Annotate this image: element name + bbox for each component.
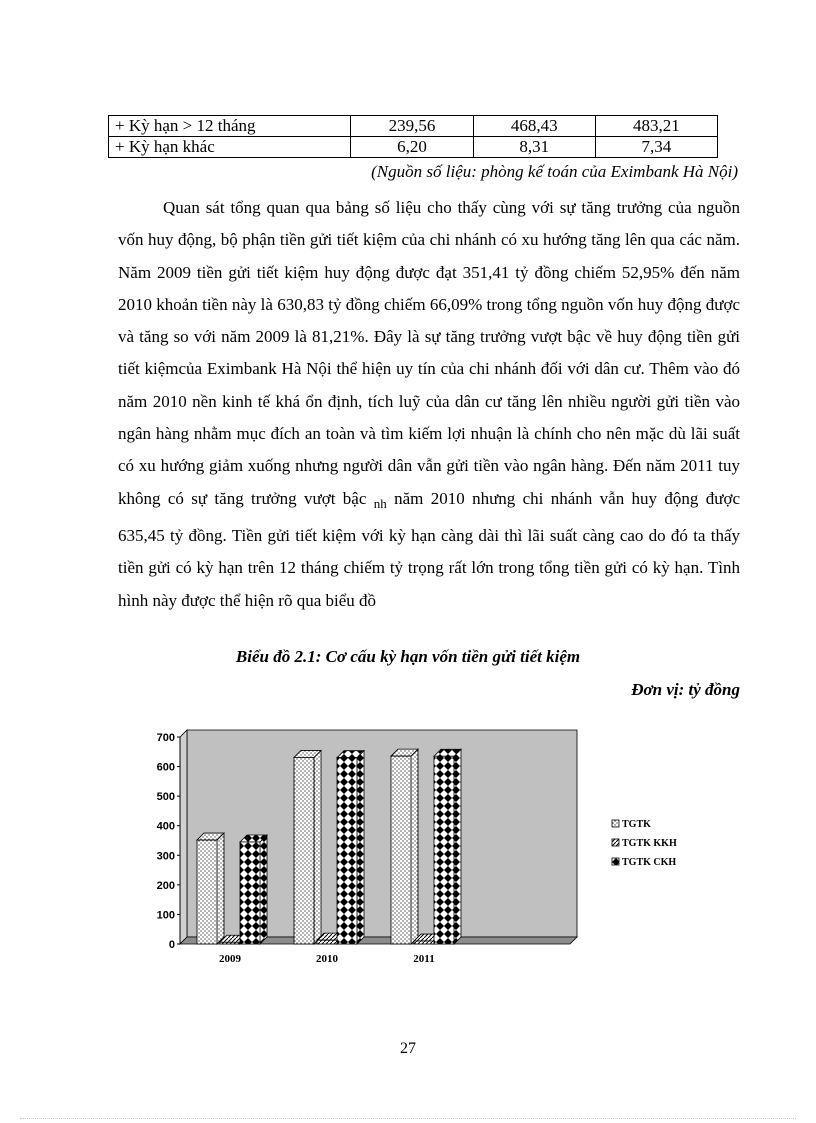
- y-tick-label: 100: [156, 909, 175, 922]
- source-note: (Nguồn số liệu: phòng kế toán của Eximbank Hà Nội): [371, 162, 738, 181]
- paragraph-part-2: năm 2010 nhưng chi nhánh vẫn huy động được 635,45 tỷ đồng. Tiền gửi tiết kiệm với kỳ hạn càng dài thì lãi suất càng cao do đó ta thấy tiền gửi có kỳ hạn trên 12 tháng chiếm tỷ trọng rất lớn trong tổng tiền gửi có kỳ hạn. Tình hình này được thể hiện rõ qua biểu đồ: [118, 488, 741, 610]
- table-cell: 7,34: [595, 137, 717, 158]
- page-bottom-rule: [20, 1118, 796, 1119]
- legend-swatch: [612, 858, 619, 865]
- paragraph-subscript: nh: [373, 495, 387, 511]
- legend-swatch: [612, 820, 619, 827]
- chart-side-wall: [180, 730, 187, 944]
- paragraph-part-1: Quan sát tổng quan qua bảng số liệu cho thấy cùng với sự tăng trưởng của nguồn vốn huy động, bộ phận tiền gửi tiết kiệm của chi nhánh có xu hướng tăng lên qua các năm. Năm 2009 tiền gửi tiết kiệm huy động được đạt 351,41 tỷ đồng chiếm 52,95% đến năm 2010 khoản tiền này là 630,83 tỷ đồng chiếm 66,09% trong tổng nguồn vốn huy động được và tăng so với năm 2009 là 81,21%. Đây là sự tăng trưởng vượt bậc về huy động tiền gửi tiết kiệmcủa Eximbank Hà Nội thể hiện uy tín của chi nhánh đối với dân cư. Thêm vào đó năm 2010 nền kinh tế khá ổn định, tích luỹ của dân cư tăng lên nhiều người gửi tiền vào ngân hàng nhằm mục đích an toàn và tìm kiếm lợi nhuận là chính cho nên mặc dù lãi suất có xu hướng giảm xuống nhưng người dân vẫn gửi tiền vào ngân hàng. Đến năm 2011 tuy không có sự tăng trưởng vượt bậc: [118, 198, 740, 508]
- legend-label: TGTK: [622, 819, 651, 830]
- legend-label: TGTK KKH: [622, 838, 677, 849]
- x-tick-label: 2010: [316, 953, 338, 965]
- table-cell: 8,31: [473, 137, 595, 158]
- deposit-table: [108, 115, 718, 158]
- bar: [197, 840, 217, 944]
- y-tick-label: 200: [156, 879, 175, 892]
- legend-label: TGTK CKH: [622, 857, 677, 868]
- body-paragraph: [118, 192, 740, 617]
- table-cell: + Kỳ hạn > 12 tháng: [109, 116, 351, 137]
- bar-side: [411, 749, 418, 944]
- bar: [414, 941, 434, 944]
- table-cell: 468,43: [473, 116, 595, 137]
- bar-side: [260, 835, 267, 944]
- legend-swatch: [612, 839, 619, 846]
- x-tick-label: 2011: [413, 953, 435, 965]
- y-tick-label: 700: [156, 732, 175, 744]
- bar-side: [357, 751, 364, 944]
- bar-side: [454, 749, 461, 944]
- bar: [294, 757, 314, 944]
- table-cell: 483,21: [595, 116, 717, 137]
- x-tick-label: 2009: [219, 953, 241, 965]
- bar: [434, 756, 454, 944]
- bar-side: [217, 833, 224, 944]
- y-tick-label: 0: [168, 939, 175, 951]
- bar: [337, 758, 357, 944]
- bar: [391, 756, 411, 944]
- page-number: 27: [400, 1040, 416, 1057]
- table-cell: + Kỳ hạn khác: [109, 137, 351, 158]
- bar: [220, 942, 240, 944]
- unit-label: Đơn vị: tỷ đồng: [631, 680, 740, 699]
- bar-side: [314, 750, 321, 944]
- bar-chart: [140, 722, 720, 972]
- bar: [317, 940, 337, 944]
- y-tick-label: 400: [156, 820, 175, 833]
- table-cell: 6,20: [351, 137, 473, 158]
- y-tick-label: 600: [156, 761, 175, 774]
- table-row: [109, 116, 718, 137]
- chart-caption: Biểu đồ 2.1: Cơ cấu kỳ hạn vốn tiền gửi tiết kiệm: [235, 647, 581, 666]
- table-cell: 239,56: [351, 116, 473, 137]
- bar: [240, 842, 260, 944]
- y-tick-label: 300: [156, 850, 175, 863]
- table-row: [109, 137, 718, 158]
- y-tick-label: 500: [156, 791, 175, 804]
